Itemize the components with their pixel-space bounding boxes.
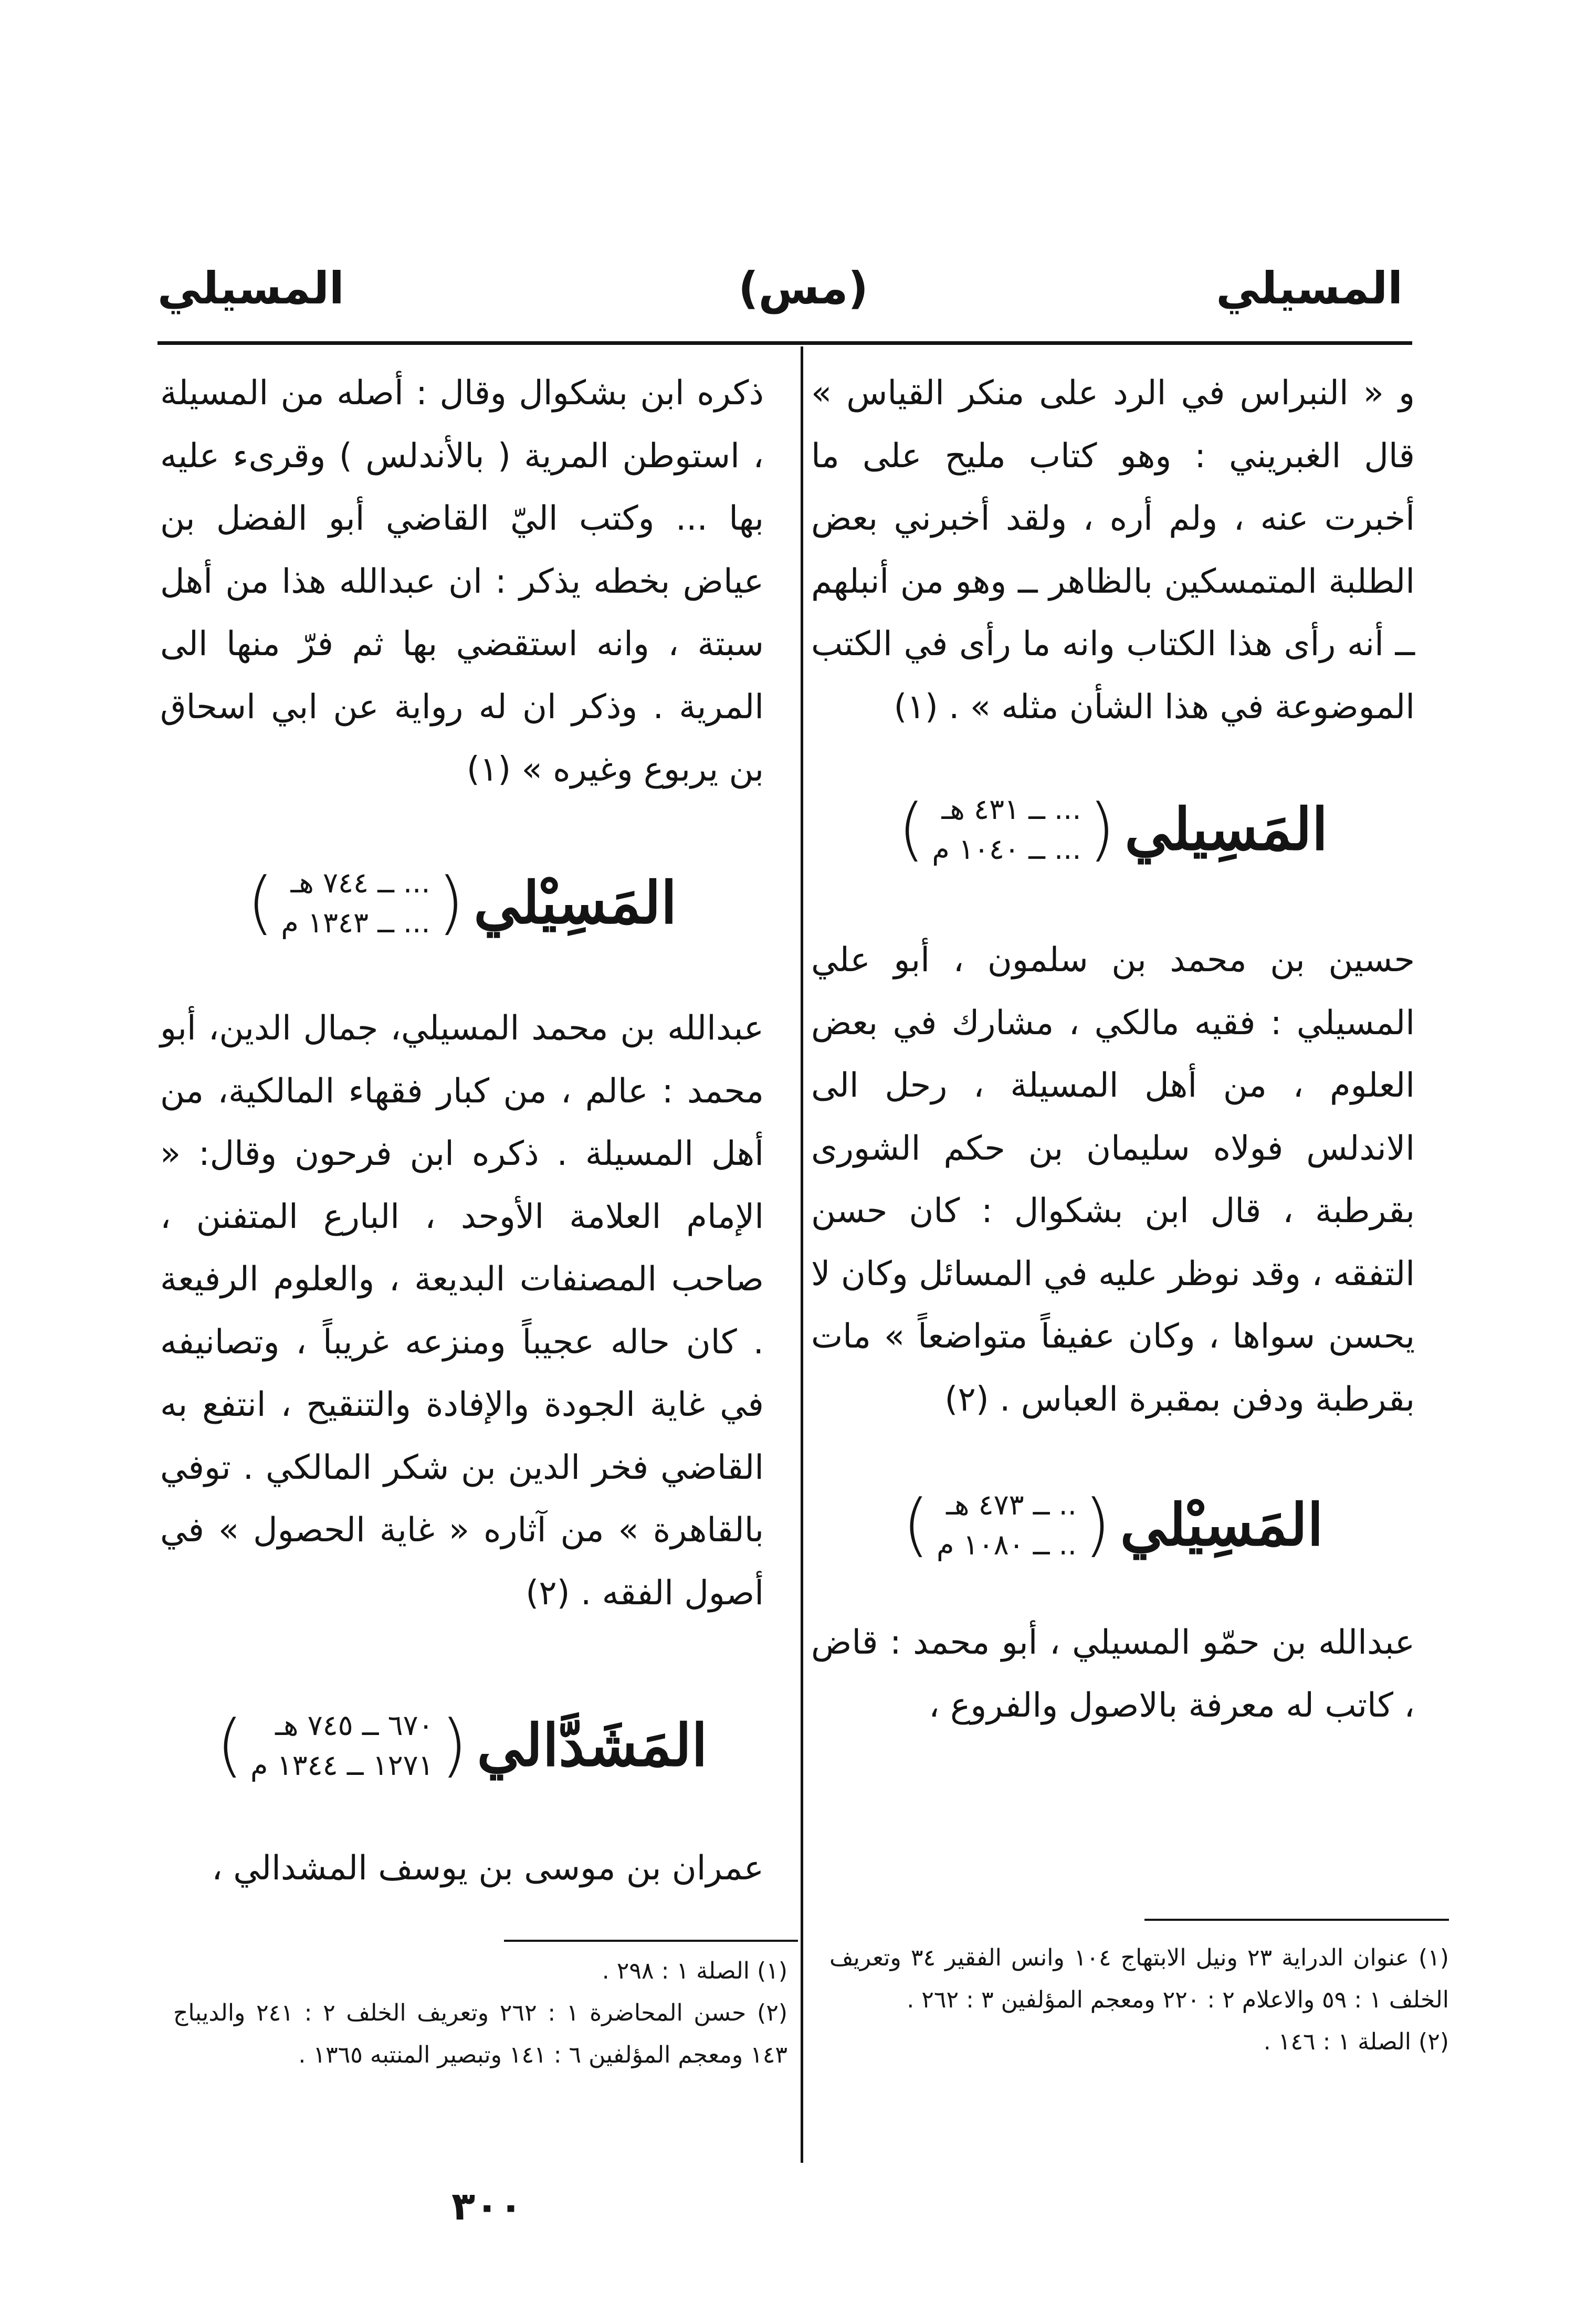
- left-entry2-text: عمران بن موسى بن يوسف المشدالي ،: [212, 1849, 764, 1888]
- open-paren: (: [440, 1705, 468, 1785]
- date-gregorian: ... ــ ١٠٤٠ م: [932, 833, 1081, 866]
- date-gregorian: ... ــ ١٣٤٣ م: [281, 906, 430, 939]
- date-gregorian: ١٢٧١ ــ ١٣٤٤ م: [250, 1749, 434, 1782]
- open-paren: (: [1088, 789, 1116, 869]
- right-entry1-text: حسين بن محمد بن سلمون ، أبو علي المسيلي : فقيه مالكي ، مشارك في بعض العلوم ، من أهل المسيلة ، رحل الى الاندلس فولاه سليمان بن حكم الشورى بقرطبة ، قال ابن بشكوال : كان حسن التفقه ، وقد نوظر عليه في المسائل وكان لا يحسن سواها ، وكان عفيفاً متواضعاً » مات بقرطبة ودفن بمقبرة العباس . (٢): [811, 941, 1415, 1419]
- close-paren: ): [902, 1485, 929, 1565]
- entry-name: المَسِيلي: [1125, 795, 1328, 864]
- right-column: [811, 362, 1415, 1737]
- footnote-2: (٢) حسن المحاضرة ١ : ٢٦٢ وتعريف الخلف ٢ : ٢٤١ والديباج ١٤٣ ومعجم المؤلفين ٦ : ١٤١ وتبصير المنتبه ١٣٦٥ .: [173, 2000, 788, 2068]
- right-entry1-heading: [811, 751, 1415, 908]
- entry-dates: [924, 790, 1088, 869]
- entry-dates: [929, 1485, 1084, 1565]
- close-paren: ): [216, 1705, 244, 1785]
- footnote-1: (١) عنوان الدراية ٢٣ ونيل الابتهاج ١٠٤ وانس الفقير ٣٤ وتعريف الخلف ١ : ٥٩ والاعلام ٢ : ٢٢٠ ومعجم المؤلفين ٣ : ٢٦٢ .: [829, 1944, 1449, 2013]
- open-paren: (: [437, 863, 465, 943]
- right-footnotes: [829, 1937, 1449, 2063]
- entry-name: المَسِيْلي: [1120, 1491, 1323, 1559]
- running-header-right: المسيلي: [1216, 262, 1403, 314]
- running-header-section: (مس): [738, 262, 868, 314]
- right-entry2-text: عبدالله بن حمّو المسيلي ، أبو محمد : قاض ، كاتب له معرفة بالاصول والفروع ،: [811, 1623, 1415, 1725]
- entry-dates: [274, 863, 437, 943]
- right-continuation-text: و « النبراس في الرد على منكر القياس » قال الغبريني : وهو كتاب مليح على ما أخبرت عنه ، ولم أره ، ولقد أخبرني بعض الطلبة المتمسكين بالظاهر ــ وهو من أنبلهم ــ أنه رأى هذا الكتاب وانه ما رأى في الكتب الموضوعة في هذا الشأن مثله » . (١): [811, 374, 1415, 727]
- entry-name: المَسِيْلي: [474, 869, 677, 937]
- left-footnotes: [173, 1950, 787, 2076]
- left-entry1-heading: [160, 824, 764, 982]
- right-entry2-heading: [811, 1459, 1415, 1591]
- date-gregorian: .. ــ ١٠٨٠ م: [936, 1528, 1077, 1561]
- running-header-left: المسيلي: [157, 262, 344, 314]
- column-divider: [801, 346, 803, 2163]
- date-hijri: ... ــ ٧٤٤ هـ: [290, 866, 430, 899]
- close-paren: ): [898, 789, 925, 869]
- date-hijri: .. ــ ٤٧٣ هـ: [946, 1488, 1077, 1521]
- left-continuation-text: ذكره ابن بشكوال وقال : أصله من المسيلة ، استوطن المرية ( بالأندلس ) وقرىء عليه بها ... وكتب اليّ القاضي أبو الفضل بن عياض بخطه يذكر : ان عبدالله هذا من أهل سبتة ، وانه استقضي بها ثم فرّ منها الى المرية . وذكر ان له رواية عن ابي اسحاق بن يربوع وغيره » (١): [160, 374, 764, 789]
- entry-name: المَشَدَّالي: [477, 1711, 708, 1780]
- left-entry1-text: عبدالله بن محمد المسيلي، جمال الدين، أبو محمد : عالم ، من كبار فقهاء المالكية، من أهل المسيلة . ذكره ابن فرحون وقال: « الإمام العلامة الأوحد ، البارع المتفنن ، صاحب المصنفات البديعة ، والعلوم الرفيعة . كان حاله عجيباً ومنزعه غريباً ، وتصانيفه في غاية الجودة والإفادة والتنقيح ، انتفع به القاضي فخر الدين بن شكر المالكي . توفي بالقاهرة » من آثاره « غاية الحصول » في أصول الفقه . (٢): [160, 1009, 764, 1613]
- header-rule: [157, 341, 1412, 345]
- date-hijri: ... ــ ٤٣١ هـ: [941, 793, 1081, 826]
- page-number: ٣٠٠: [451, 2184, 523, 2229]
- entry-dates: [243, 1706, 441, 1785]
- close-paren: ): [247, 863, 274, 943]
- left-column: [160, 362, 764, 1900]
- date-hijri: ٦٧٠ ــ ٧٤٥ هـ: [275, 1709, 434, 1742]
- left-entry2-heading: [160, 1680, 764, 1811]
- right-footnote-rule: [1144, 1919, 1449, 1921]
- left-footnote-rule: [504, 1940, 798, 1942]
- footnote-2: (٢) الصلة ١ : ١٤٦ .: [1263, 2028, 1449, 2055]
- footnote-1: (١) الصلة ١ : ٢٩٨ .: [602, 1958, 787, 1984]
- open-paren: (: [1084, 1485, 1111, 1565]
